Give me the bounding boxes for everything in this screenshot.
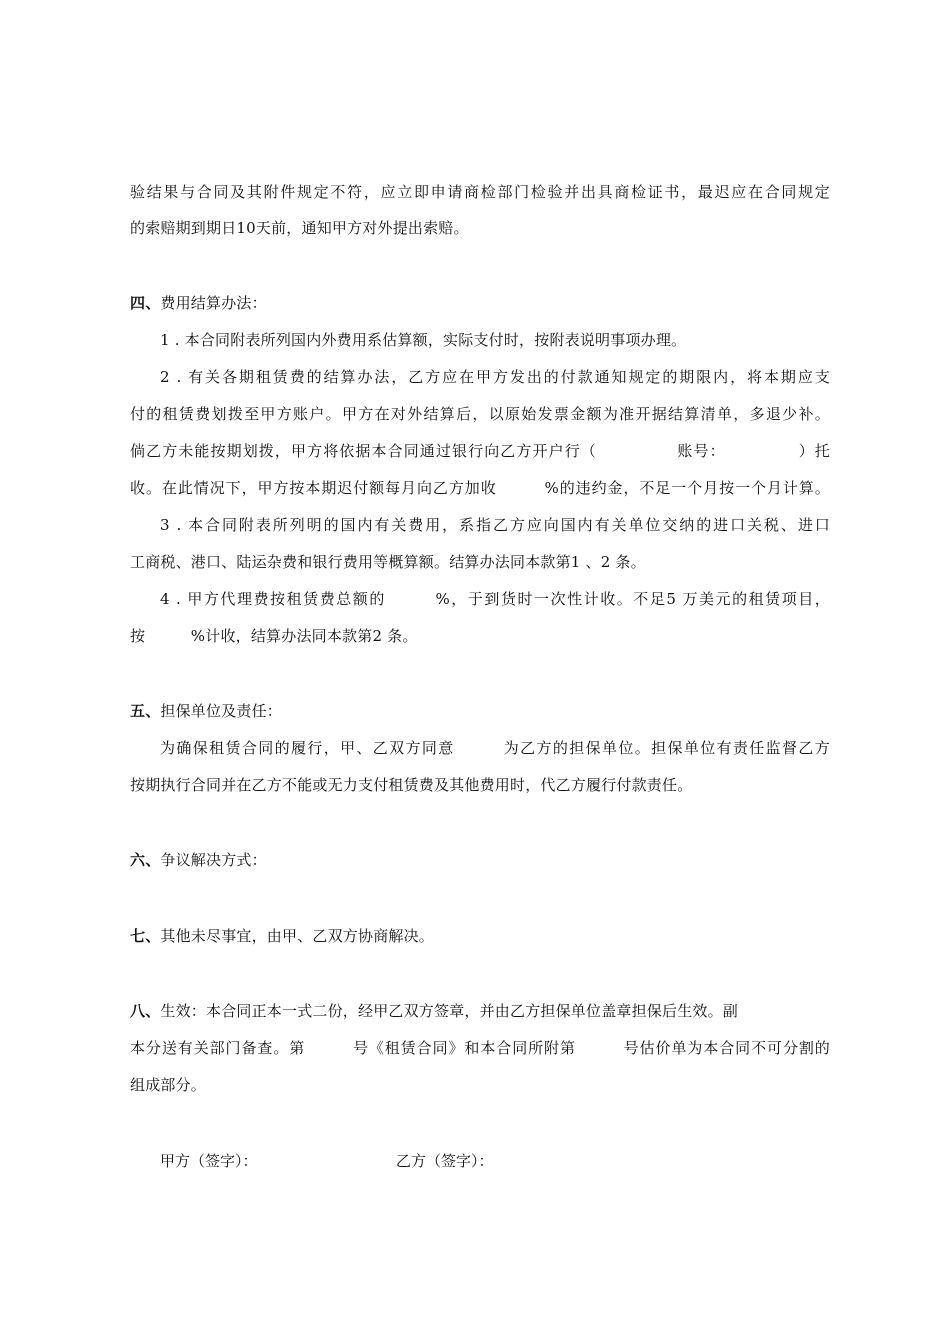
section-title: 生效：本合同正本一式二份，经甲乙双方签章，并由乙方担保单位盖章担保后生效。副 [160,1002,739,1020]
paragraph-line: 本分送有关部门备查。第 号《租赁合同》和本合同所附第 号估价单为本合同不可分割的 [130,1039,830,1057]
paragraph-line: 收。在此情况下，甲方按本期迟付额每月向乙方加收 %的违约金，不足一个月按一个月计算。 [130,479,830,497]
paragraph-line: 按期执行合同并在乙方不能或无力支付租赁费及其他费用时，代乙方履行付款责任。 [130,776,693,794]
section-number: 四、 [130,294,161,312]
section-title: 其他未尽事宜，由甲、乙双方协商解决。 [160,927,435,945]
party-b-signature-label: 乙方（签字）： [396,1152,494,1170]
clause-3: 3 . 本合同附表所列明的国内有关费用，系指乙方应向国内有关单位交纳的进口关税、进口 [160,516,830,534]
section-heading-7 [130,925,830,947]
clause-2: 2 . 有关各期租赁费的结算办法，乙方应在甲方发出的付款通知规定的期限内，将本期应支 [160,368,830,386]
party-a-signature-label: 甲方（签字）： [160,1152,258,1170]
clause-4: 4 . 甲方代理费按租赁费总额的 %，于到货时一次性计收。不足5 万美元的租赁项目， [160,590,830,608]
paragraph-line: 组成部分。 [130,1076,207,1094]
section-heading-6 [130,849,830,871]
section-heading-4 [130,292,830,314]
clause-1: 1 . 本合同附表所列国内外费用系估算额，实际支付时，按附表说明事项办理。 [160,331,687,349]
section-number: 五、 [130,702,161,720]
paragraph-line: 按 %计收，结算办法同本款第2 条。 [130,627,418,645]
section-number: 七、 [130,927,161,945]
section-heading-8 [130,1000,830,1022]
paragraph-line: 工商税、港口、陆运杂费和银行费用等概算额。结算办法同本款第1 、2 条。 [130,553,646,571]
paragraph-line: 倘乙方未能按期划拨，甲方将依据本合同通过银行向乙方开户行（ 账号： ）托 [130,442,830,460]
section-title: 争议解决方式： [160,851,267,869]
paragraph-line: 验结果与合同及其附件规定不符，应立即申请商检部门检验并出具商检证书，最迟应在合同规定 [130,183,830,201]
section-number: 六、 [130,851,161,869]
section-title: 费用结算办法： [160,294,267,312]
section-number: 八、 [130,1002,161,1020]
paragraph-line: 付的租赁费划拨至甲方账户。甲方在对外结算后，以原始发票金额为准开据结算清单，多退少补。 [130,405,830,423]
paragraph-line: 的索赔期到期日10天前，通知甲方对外提出索赔。 [130,219,469,237]
paragraph-line: 为确保租赁合同的履行，甲、乙双方同意 为乙方的担保单位。担保单位有责任监督乙方 [160,739,830,757]
section-heading-5 [130,700,830,722]
section-title: 担保单位及责任： [160,702,283,720]
